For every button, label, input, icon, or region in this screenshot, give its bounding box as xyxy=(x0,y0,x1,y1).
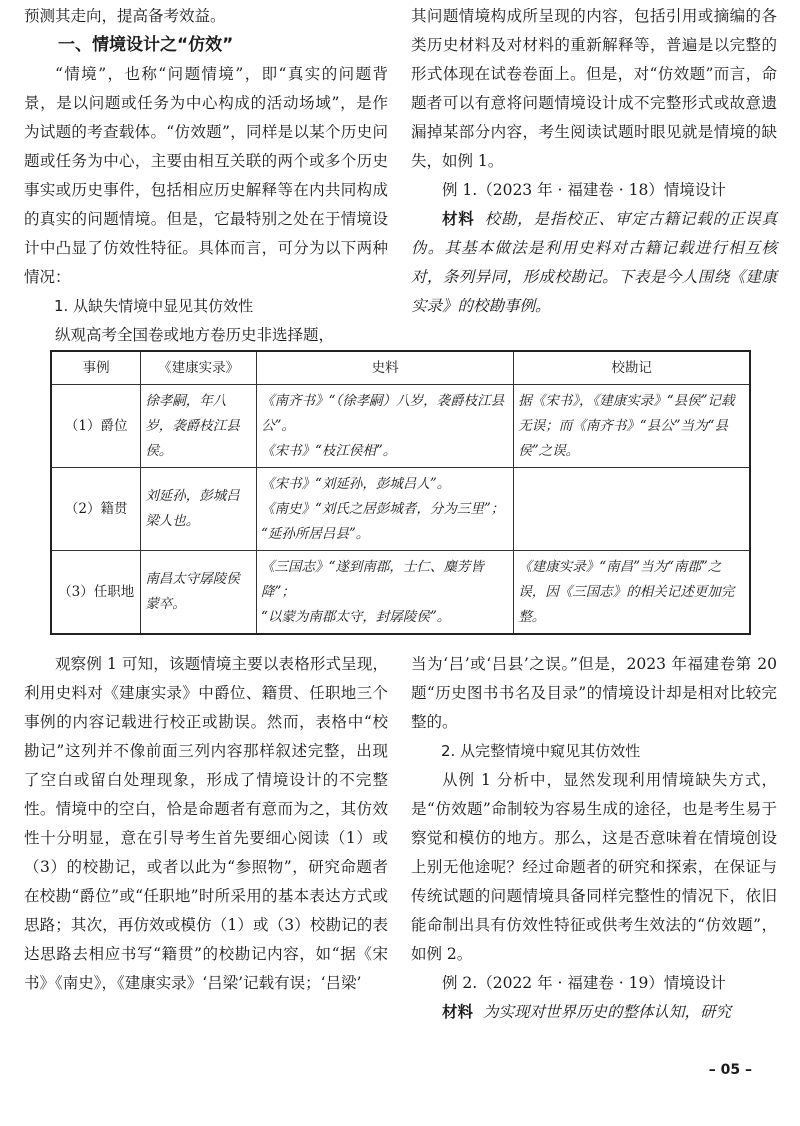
table-header: 事例 xyxy=(51,351,141,385)
material-label: 材料 xyxy=(442,210,475,228)
source-cell xyxy=(256,551,513,635)
source-line: 《三国志》“遂到南郡，士仁、麋芳皆降”； xyxy=(260,558,484,600)
source-line: 《南齐书》“（徐孝嗣）八岁，袭爵枝江县公”。 xyxy=(260,392,505,434)
example-label: 例 2.（2022 年 · 福建卷 · 19）情境设计 xyxy=(442,974,726,992)
record-cell: 南昌太守孱陵侯蒙卒。 xyxy=(141,551,257,635)
table-header: 《建康实录》 xyxy=(141,351,257,385)
source-line: 《宋书》“刘延孙，彭城吕人”。 xyxy=(260,475,451,492)
note-cell-empty xyxy=(514,468,750,551)
paragraph: 观察例 1 可知，该题情境主要以表格形式呈现，利用史料对《建康实录》中爵位、籍贯、任职地三个事例的内容记载进行校正或勘误。然而，表格中“校勘记”这列并不像前面三列内容那样叙述完整，出现了空白或留白处理现象，形成了情境设计的不完整性。情境中的空白，恰是命题者有意而为之，其仿效性十分明显，意在引导考生首先要细心阅读（1）或（3）的校勘记，或者以此为“参照物”，研究命题者在校勘“爵位”或“任职地”时所采用的基本表达方式或思路；其次，再仿效或模仿（1）或（3）校勘记的表达思路去相应书写“籍贯”的校勘记内容，如“据《宋书》《南史》，《建康实录》‘吕梁’记载有误；‘吕梁’ xyxy=(24,655,388,992)
paragraph: 当为‘吕’或‘吕县’之误。”但是，2023 年福建卷第 20 题“历史图书书名及目录”的情境设计却是相对比较完整的。 xyxy=(411,655,777,731)
source-cell xyxy=(256,385,513,468)
case-cell: （1）爵位 xyxy=(51,385,141,468)
subsection-heading: 1. 从缺失情境中显见其仿效性 xyxy=(54,297,254,315)
collation-table xyxy=(50,350,751,635)
left-column-upper xyxy=(24,2,388,350)
right-column-lower xyxy=(411,650,777,1027)
material-paragraph xyxy=(411,998,777,1027)
table-row xyxy=(51,468,750,551)
paragraph: 从例 1 分析中，显然发现利用情境缺失方式，是“仿效题”命制较为容易生成的途径，也是考生易于察觉和模仿的地方。那么，这是否意味着在情境创设上别无他途呢？经过命题者的研究和探索，在保证与传统试题的问题情境具备同样完整性的情况下，依旧能命制出具有仿效性特征或供考生效法的“仿效题”，如例 2。 xyxy=(411,771,777,963)
left-column-lower xyxy=(24,650,388,998)
material-label: 材料 xyxy=(442,1003,474,1021)
source-line: 《宋书》“枝江侯相”。 xyxy=(260,442,397,459)
material-text: 为实现对世界历史的整体认知，研究 xyxy=(483,1003,732,1021)
source-line: “延孙所居吕县”。 xyxy=(260,525,370,542)
material-text: 校勘，是指校正、审定古籍记载的正误真伪。其基本做法是利用史料对古籍记载进行相互核对，条列异同，形成校勘记。下表是今人围绕《建康实录》的校勘事例。 xyxy=(411,210,777,315)
example-label: 例 1.（2023 年 · 福建卷 · 18）情境设计 xyxy=(442,181,726,199)
table-header: 史料 xyxy=(256,351,513,385)
record-cell: 徐孝嗣，年八岁，袭爵枝江县侯。 xyxy=(141,385,257,468)
table-header: 校勘记 xyxy=(514,351,750,385)
page-number: – 05 – xyxy=(708,1062,752,1078)
source-line: 《南史》“刘氏之居彭城者，分为三里”； xyxy=(260,500,505,517)
paragraph: “情境”，也称“问题情境”，即“真实的问题背景，是以问题或任务为中心构成的活动场域”，是作为试题的考查载体。“仿效题”，同样是以某个历史问题或任务为中心，主要由相互关联的两个或多个历史事实或历史事件，包括相应历史解释等在内共同构成的真实的问题情境。但是，它最特别之处在于情境设计中凸显了仿效性特征。具体而言，可分为以下两种情况： xyxy=(24,65,388,286)
continued-text: 预测其走向，提高备考效益。 xyxy=(24,7,226,25)
case-cell: （2）籍贯 xyxy=(51,468,141,551)
source-line: “以蒙为南郡太守，封孱陵侯”。 xyxy=(260,608,451,625)
right-column-upper xyxy=(411,2,777,321)
paragraph: 其问题情境构成所呈现的内容，包括引用或摘编的各类历史材料及对材料的重新解释等，普遍是以完整的形式体现在试卷卷面上。但是，对“仿效题”而言，命题者可以有意将问题情境设计成不完整形式或故意遗漏掉某部分内容，考生阅读试题时眼见就是情境的缺失，如例 1。 xyxy=(411,7,777,170)
case-cell: （3）任职地 xyxy=(51,551,141,635)
record-cell: 刘延孙，彭城吕梁人也。 xyxy=(141,468,257,551)
source-cell xyxy=(256,468,513,551)
paragraph: 纵观高考全国卷或地方卷历史非选择题， xyxy=(55,326,335,344)
note-cell: 《建康实录》“南昌”当为“南郡”之误，因《三国志》的相关记述更加完整。 xyxy=(514,551,750,635)
section-heading: 一、情境设计之“仿效” xyxy=(58,35,234,55)
material-paragraph xyxy=(411,205,777,321)
note-cell: 据《宋书》，《建康实录》“县侯”记载无误；而《南齐书》“县公”当为“县侯”之误。 xyxy=(514,385,750,468)
table-row xyxy=(51,385,750,468)
subsection-heading: 2. 从完整情境中窥见其仿效性 xyxy=(441,742,641,760)
table-row xyxy=(51,551,750,635)
